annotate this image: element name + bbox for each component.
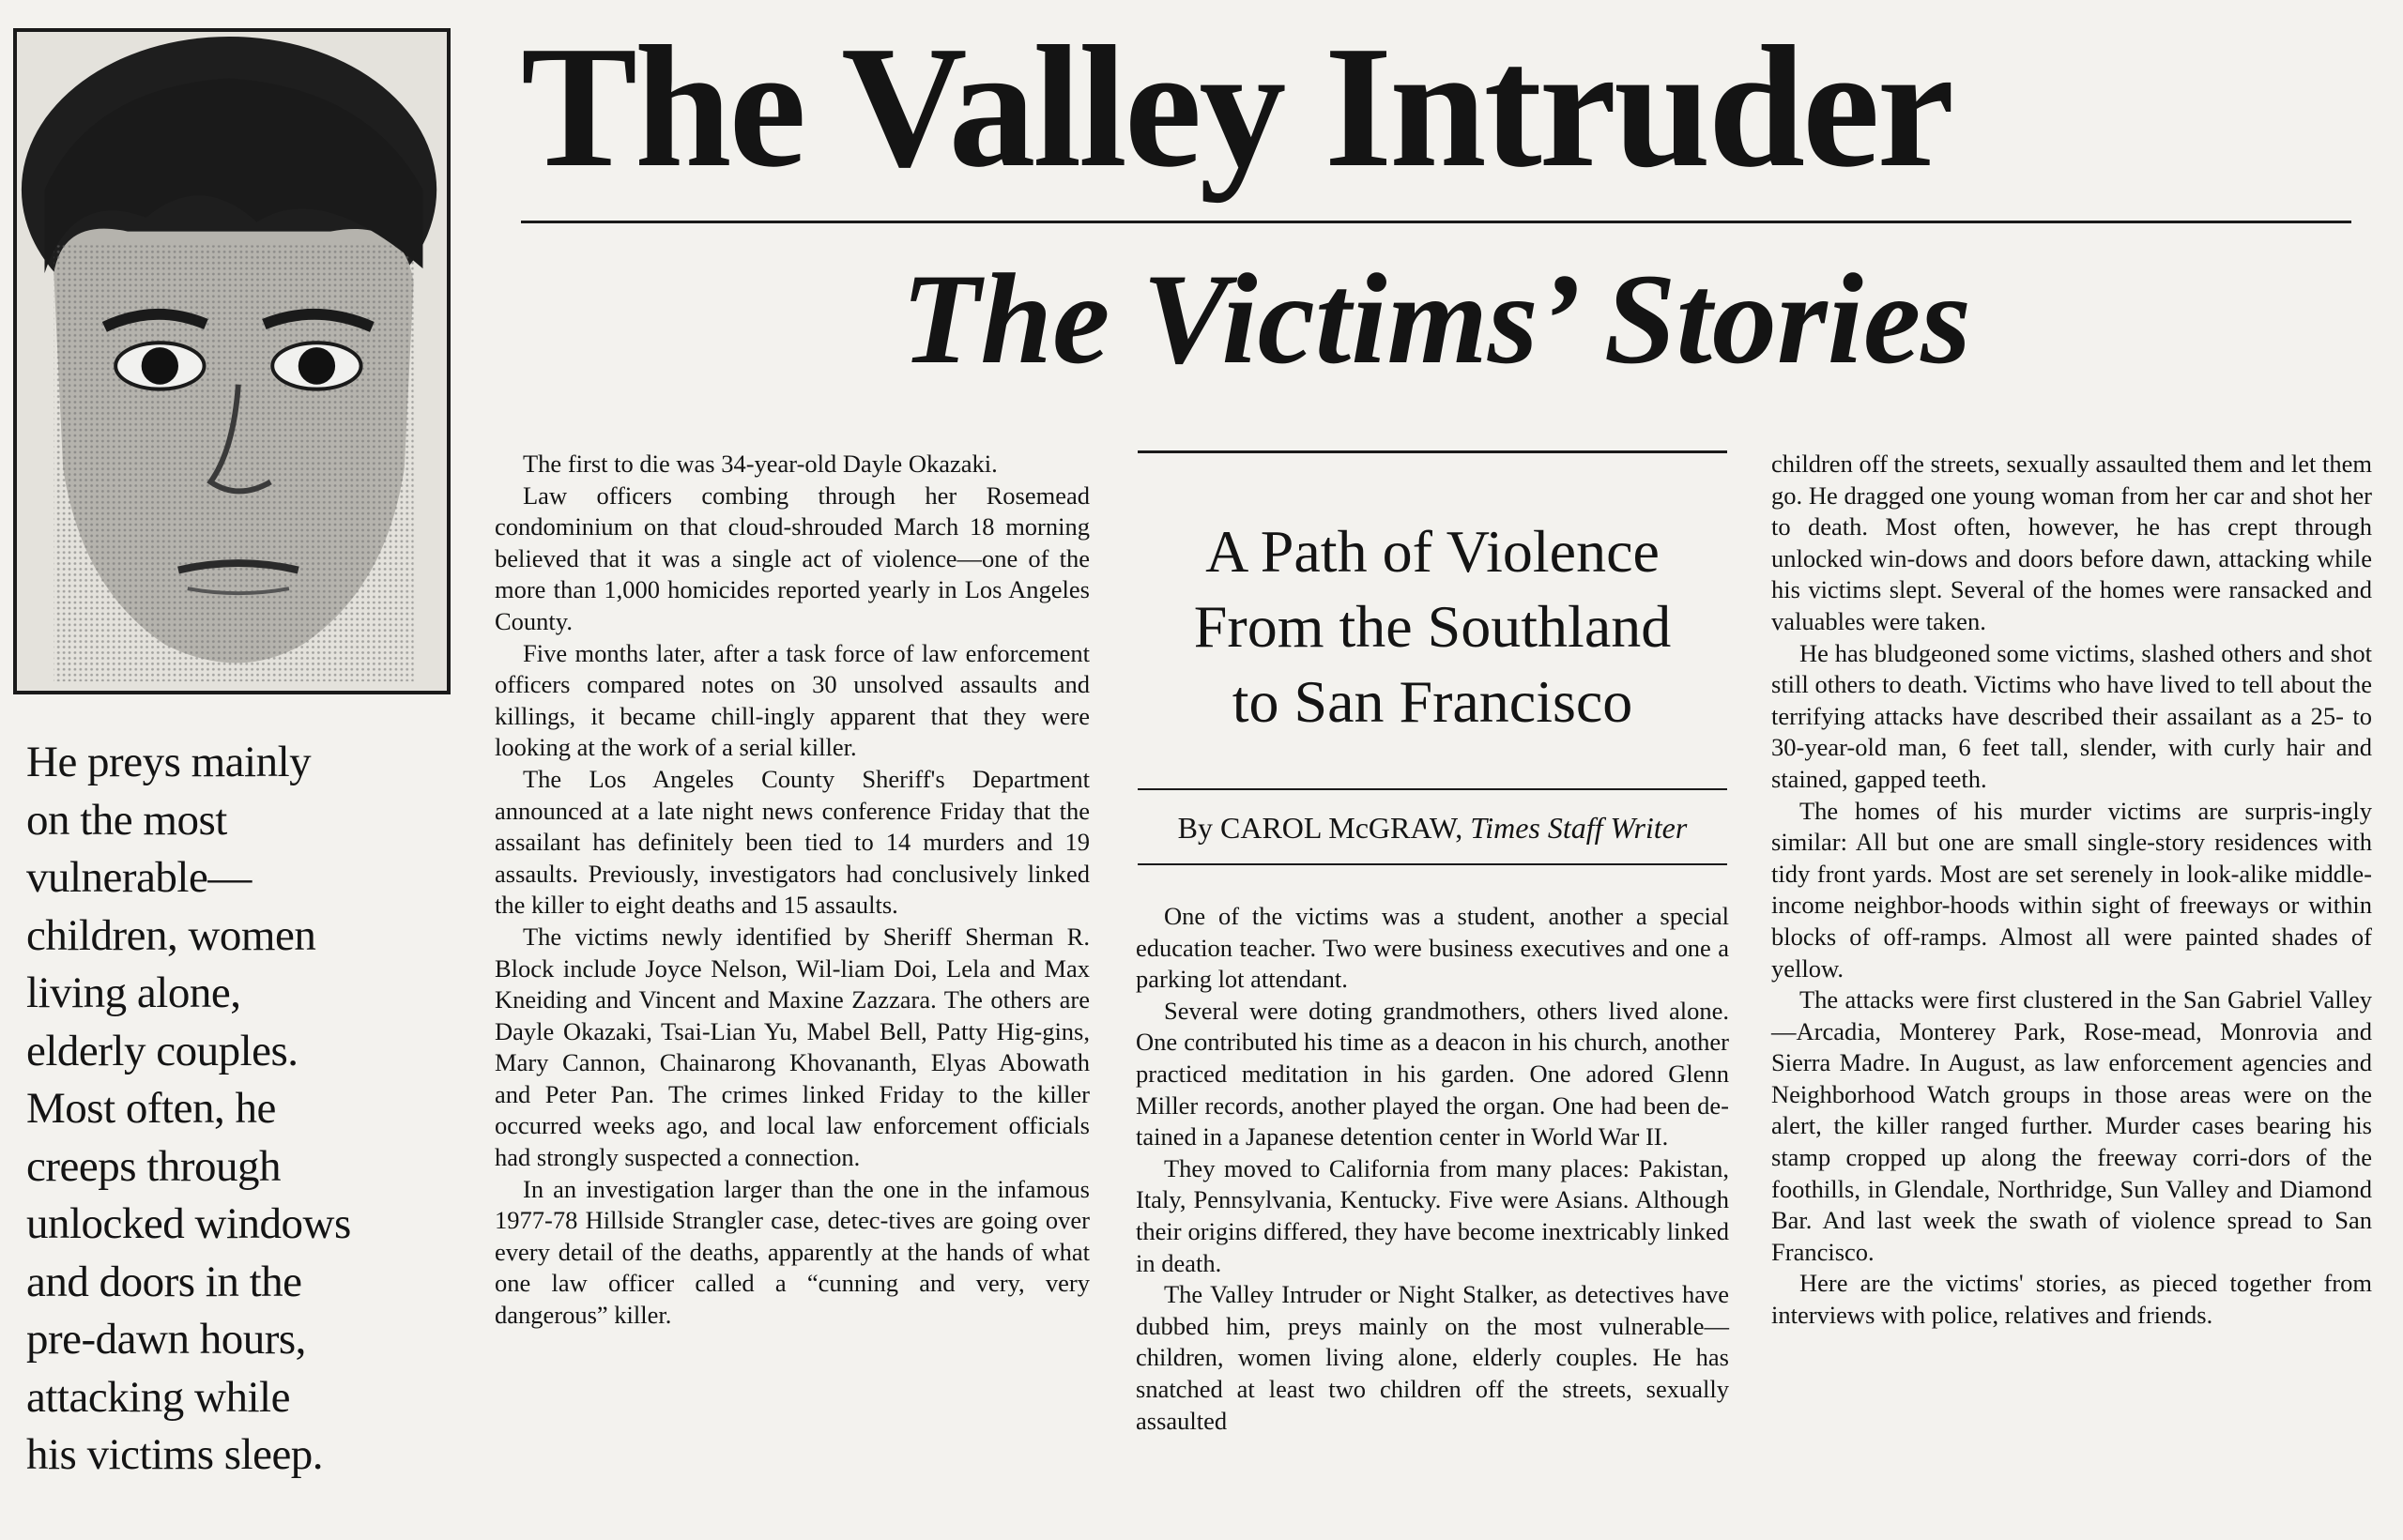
byline-rule (1138, 863, 1727, 865)
pull-quote-line: on the most (26, 795, 227, 845)
pull-quote-line: and doors in the (26, 1257, 302, 1306)
paragraph: The Valley Intruder or Night Stalker, as detectives have dubbed him, preys mainly on the most vulnerable—children, women living alone, elderly couples. He has snatched at least two children off the streets, sexually assaulted (1136, 1280, 1729, 1435)
paragraph: In an investigation larger than the one in the infamous 1977-78 Hillside Strangler case, detec-tives are going over every detail of the deaths, apparently at the hands of what one law officer called a “cunning and very, very dangerous” killer. (495, 1174, 1090, 1330)
pull-quote-line: pre-dawn hours, (26, 1315, 306, 1364)
pull-quote-line: elderly couples. (26, 1026, 298, 1075)
byline (1138, 809, 1727, 846)
deck-rule (1138, 450, 1727, 453)
paragraph: children off the streets, sexually assaulted them and let them go. He dragged one young woman from her car and shot her to death. Most often, however, he has crept through unlocked win-dows and doors before dawn, attacking while his victims slept. Several of the homes were ransacked and valuables were taken. (1771, 450, 2372, 635)
article-column-1 (495, 449, 1090, 1332)
deck-rule (1138, 788, 1727, 790)
pull-quote-line: unlocked windows (26, 1199, 351, 1248)
pull-quote-line: creeps through (26, 1141, 281, 1191)
paragraph: The victims newly identified by Sheriff Sherman R. Block include Joyce Nelson, Wil-liam Doi, Lela and Max Kneiding and Vincent and Maxine Zazzara. The others are Dayle Okazaki, Tsai-Lian Yu, Mabel Bell, Patty Hig-gins, Mary Cannon, Chainarong Khovananth, Elyas Abowath and Peter Pan. The crimes linked Friday to the killer occurred weeks ago, and local law enforcement officials had strongly suspected a connection. (495, 922, 1090, 1172)
byline-author: By CAROL McGRAW, (1177, 811, 1463, 845)
paragraph: Here are the victims' stories, as pieced together from interviews with police, relatives and friends. (1771, 1269, 2372, 1330)
composite-sketch-portrait-icon (17, 32, 447, 691)
paragraph: The homes of his murder victims are surpris-ingly similar: All but one are small single-story residences with tidy front yards. Most are set serenely in look-alike middle-income neighbor-hoods within sight of freeways or within blocks of off-ramps. Almost all were painted shades of yellow. (1771, 796, 2372, 983)
paragraph: The attacks were first clustered in the San Gabriel Valley—Arcadia, Monterey Park, Rose-mead, Monrovia and Sierra Madre. In August, as law enforcement agencies and Neighborhood Watch groups in those areas were on the alert, the killer ranged further. Murder cases bearing his stamp cropped up along the freeway corri-dors of the foothills, in Glendale, Northridge, Sun Valley and Diamond Bar. And last week the swath of violence spread to San Francisco. (1771, 985, 2372, 1266)
paragraph: Five months later, after a task force of law enforcement officers compared notes on 30 unsolved assaults and killings, it became chill-ingly apparent that they were looking at the work of a serial killer. (495, 638, 1090, 762)
paragraph: One of the victims was a student, another a special education teacher. Two were business executives and one a parking lot attendant. (1136, 902, 1729, 994)
composite-sketch (13, 28, 451, 694)
pull-quote (26, 734, 439, 1485)
paragraph: The Los Angeles County Sheriff's Department announced at a late night news conference Friday that the assailant has definitely been tied to 14 murders and 19 assaults. Previously, investigators had conclusively linked the killer to eight deaths and 15 assaults. (495, 764, 1090, 920)
deck-line: to San Francisco (1232, 668, 1633, 735)
article-column-2 (1136, 901, 1729, 1437)
article-column-3 (1771, 449, 2372, 1332)
deck-line: A Path of Violence (1205, 518, 1660, 585)
paragraph: He has bludgeoned some victims, slashed others and shot still others to death. Victims who have lived to tell about the terrifying attacks have described their assailant as a 25- to 30-year-old man, 6 feet tall, slender, with curly hair and stained, gapped teeth. (1771, 638, 2372, 793)
paragraph: They moved to California from many places: Pakistan, Italy, Pennsylvania, Kentucky. Five were Asians. Although their origins differed, they have become inextricably linked in death. (1136, 1153, 1729, 1277)
pull-quote-line: living alone, (26, 968, 241, 1017)
pull-quote-line: He preys mainly (26, 738, 312, 786)
byline-role: Times Staff Writer (1470, 811, 1688, 845)
deck-line: From the Southland (1193, 593, 1672, 660)
headline: The Valley Intruder (521, 10, 1952, 204)
pull-quote-line: vulnerable— (26, 853, 252, 902)
pull-quote-line: his victims sleep. (26, 1430, 324, 1479)
pull-quote-line: Most often, he (26, 1084, 276, 1133)
paragraph: Law officers combing through her Rosemead condominium on that cloud-shrouded March 18 morning believed that it was a single act of violence—one of the more than 1,000 homicides reported yearly in Los Angeles County. (495, 480, 1090, 635)
pull-quote-line: attacking while (26, 1372, 290, 1422)
paragraph: The first to die was 34-year-old Dayle Okazaki. (523, 450, 998, 478)
deck-headline (1138, 514, 1727, 740)
headline-rule (521, 221, 2351, 223)
paragraph: Several were doting grandmothers, others lived alone. One contributed his time as a deacon in his church, another practiced meditation in his garden. One adored Glenn Miller records, another played the organ. One had been de-tained in a Japanese detention center in World War II. (1136, 996, 1729, 1151)
pull-quote-line: children, women (26, 910, 316, 960)
subheadline: The Victims’ Stories (901, 247, 1971, 390)
